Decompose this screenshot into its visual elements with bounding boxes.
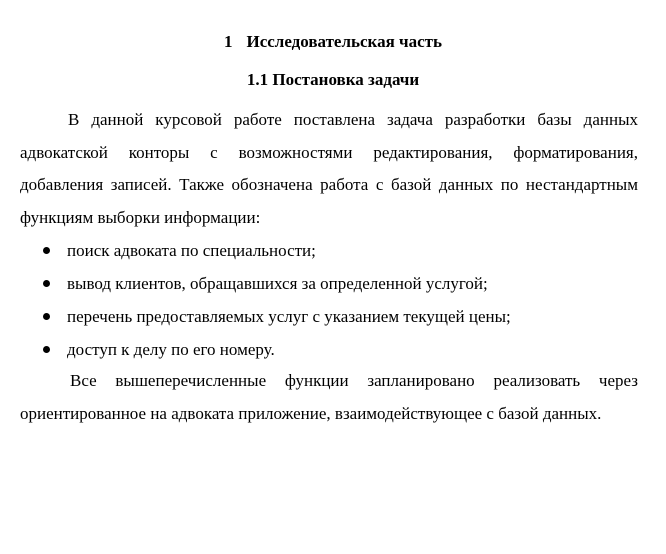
list-item	[0, 234, 666, 267]
subsection-heading: 1.1 Постановка задачи	[246, 70, 420, 89]
list-item-text: доступ к делу по его номеру.	[67, 340, 275, 359]
intro-paragraph: В данной курсовой работе поставлена задача разработки базы данных адвокатской конторы с возможностями редактирования, форматирования, добавления записей. Также обозначена работа с базой данных по нестандартным функциям выборки информации:	[20, 110, 638, 227]
list-item-text: поиск адвоката по специальности;	[67, 241, 316, 260]
section-title: Исследовательская часть	[246, 32, 443, 51]
list-item-text: перечень предоставляемых услуг с указанием текущей цены;	[67, 307, 511, 326]
bullet-list	[0, 234, 666, 366]
bullet-icon	[43, 313, 50, 320]
list-item	[0, 300, 666, 333]
section-heading	[0, 32, 666, 52]
bullet-icon	[43, 346, 50, 353]
bullet-icon	[43, 247, 50, 254]
list-item-text: вывод клиентов, обращавшихся за определенной услугой;	[67, 274, 488, 293]
list-item	[0, 333, 666, 366]
closing-paragraph: Все вышеперечисленные функции запланировано реализовать через ориентированное на адвоката приложение, взаимодействующее с базой данных.	[20, 371, 638, 423]
list-item	[0, 267, 666, 300]
section-number: 1	[223, 32, 233, 51]
bullet-icon	[43, 280, 50, 287]
